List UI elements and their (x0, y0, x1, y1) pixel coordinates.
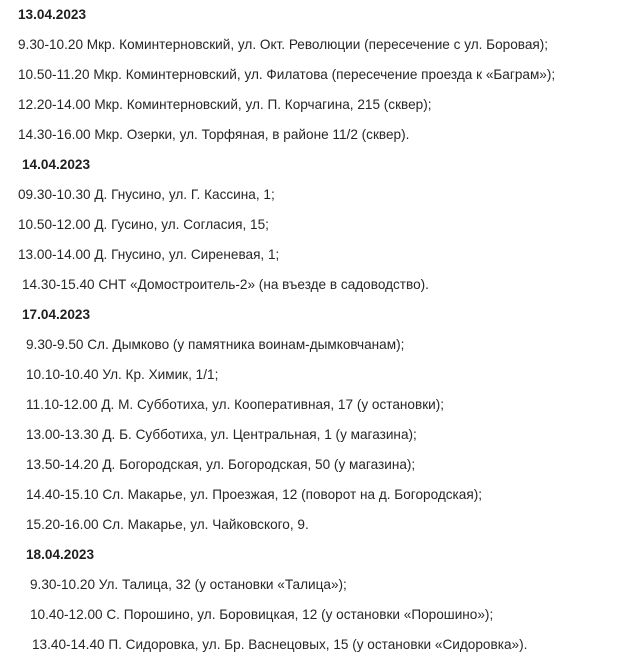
schedule-item: 10.50-11.20 Мкр. Коминтерновский, ул. Филатова (пересечение проезда к «Баграм»); (18, 67, 556, 82)
schedule-item: 09.30-10.30 Д. Гнусино, ул. Г. Кассина, 1; (18, 187, 275, 202)
schedule-item: 10.50-12.00 Д. Гусино, ул. Согласия, 15; (18, 217, 269, 232)
section-date: 18.04.2023 (26, 547, 95, 562)
schedule-item: 9.30-9.50 Сл. Дымково (у памятника воинам-дымковчанам); (26, 337, 405, 352)
schedule-item: 10.40-12.00 С. Порошино, ул. Боровицкая, 12 (у остановки «Порошино»); (30, 607, 494, 622)
schedule-item: 13.00-13.30 Д. Б. Субботиха, ул. Центральная, 1 (у магазина); (26, 427, 417, 442)
schedule-item: 14.40-15.10 Сл. Макарье, ул. Проезжая, 12 (поворот на д. Богородская); (26, 487, 483, 502)
schedule-item: 13.50-14.20 Д. Богородская, ул. Богородская, 50 (у магазина); (26, 457, 416, 472)
schedule-item: 12.20-14.00 Мкр. Коминтерновский, ул. П. Корчагина, 215 (сквер); (18, 97, 432, 112)
schedule-item: 9.30-10.20 Мкр. Коминтерновский, ул. Окт. Революции (пересечение с ул. Боровая); (18, 37, 549, 52)
schedule-item: 11.10-12.00 Д. М. Субботиха, ул. Кооперативная, 17 (у остановки); (26, 397, 445, 412)
schedule-item: 13.40-14.40 П. Сидоровка, ул. Бр. Васнецовых, 15 (у остановки «Сидоровка»). (32, 637, 528, 652)
schedule-item: 15.20-16.00 Сл. Макарье, ул. Чайковского, 9. (26, 517, 309, 532)
section-date: 13.04.2023 (18, 7, 87, 22)
schedule-item: 10.10-10.40 Ул. Кр. Химик, 1/1; (26, 367, 219, 382)
schedule-item: 14.30-16.00 Мкр. Озерки, ул. Торфяная, в районе 11/2 (сквер). (18, 127, 410, 142)
section-date: 14.04.2023 (22, 157, 91, 172)
schedule-item: 13.00-14.00 Д. Гнусино, ул. Сиреневая, 1; (18, 247, 280, 262)
section-date: 17.04.2023 (22, 307, 91, 322)
schedule-item: 14.30-15.40 СНТ «Домостроитель-2» (на въезде в садоводство). (22, 277, 429, 292)
schedule-item: 9.30-10.20 Ул. Талица, 32 (у остановки «Талица»); (30, 577, 347, 592)
